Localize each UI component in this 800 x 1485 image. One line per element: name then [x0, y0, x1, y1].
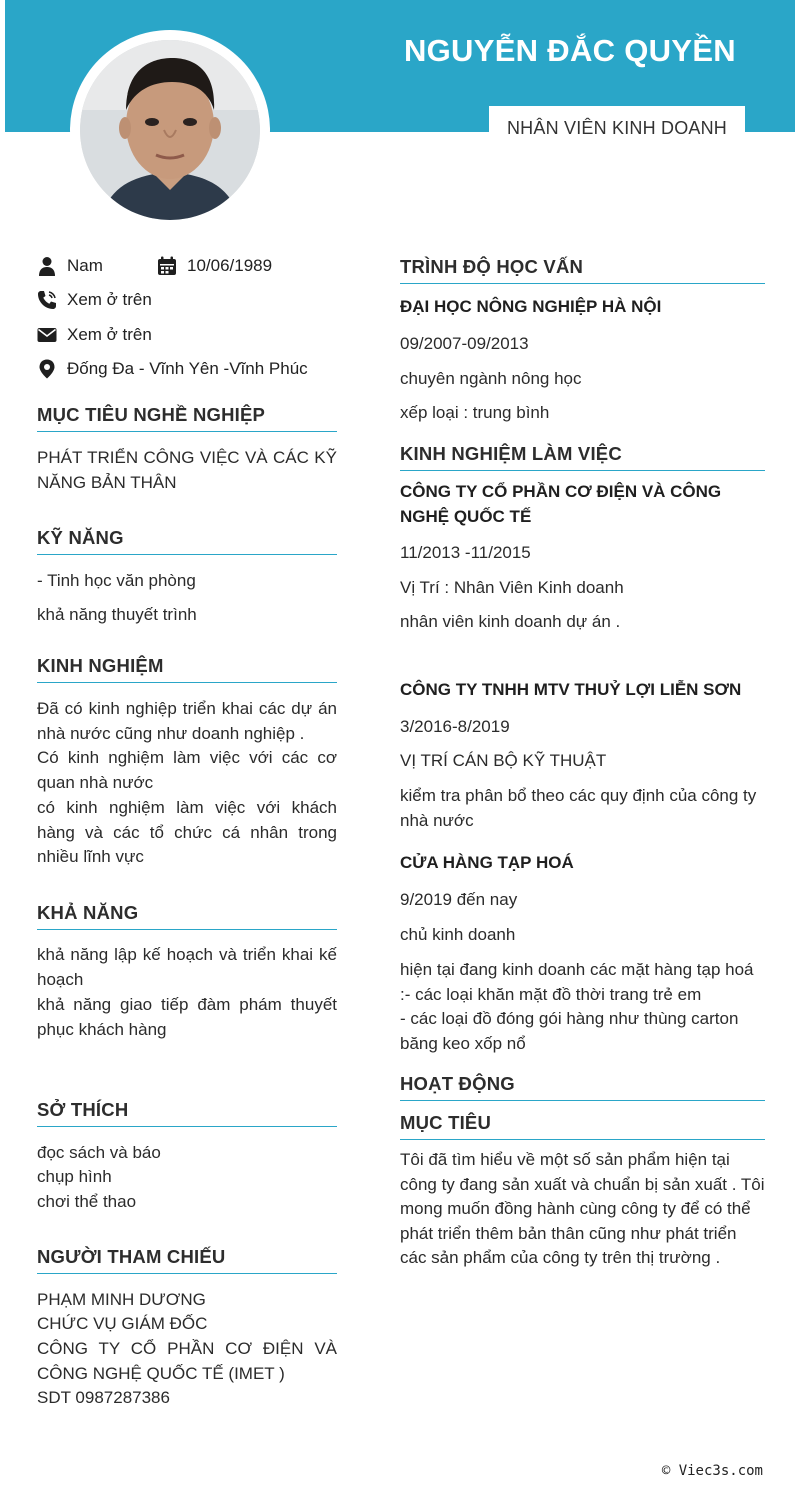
experience-summary-paragraph: có kinh nghiệm làm việc với khách hàng và các tổ chức cá nhân trong nhiều lĩnh vực: [37, 798, 337, 866]
skill-item: - Tinh học văn phòng: [37, 571, 196, 590]
copyright: © Viec3s.com: [661, 1463, 763, 1479]
objective-heading: MỤC TIÊU NGHỀ NGHIỆP: [37, 404, 337, 432]
abilities-heading: KHẢ NĂNG: [37, 902, 337, 930]
experience-summary-paragraph: Có kinh nghiệm làm việc với các cơ quan nhà nước: [37, 748, 337, 792]
job-period: 11/2013 -11/2015: [400, 543, 531, 562]
education-period: 09/2007-09/2013: [400, 334, 529, 353]
goals-text: Tôi đã tìm hiểu về một số sản phẩm hiện tại công ty đang sản xuất và chuẩn bị sản xuất . Tôi mong muốn đồng hành cùng công ty để có thể phát triển thêm bản thân cũng như phát triển các sản phẩm của công ty trên thị trường .: [400, 1150, 765, 1267]
job-role: Vị Trí : Nhân Viên Kinh doanh: [400, 578, 624, 597]
email-value: Xem ở trên: [67, 325, 152, 344]
email-row: [37, 323, 152, 347]
gender-value: Nam: [67, 256, 103, 275]
hobby-item: đọc sách và báo: [37, 1143, 161, 1162]
mail-icon: [37, 325, 57, 345]
hobby-item: chơi thể thao: [37, 1192, 137, 1211]
person-icon: [37, 256, 57, 276]
job-title: NHÂN VIÊN KINH DOANH: [506, 117, 728, 138]
avatar-portrait: [80, 40, 260, 220]
work-heading: KINH NGHIỆM LÀM VIỆC: [400, 443, 765, 471]
reference-line: CÔNG TY CỔ PHẦN CƠ ĐIỆN VÀ CÔNG NGHỆ QUỐC TẾ (IMET ): [37, 1339, 337, 1383]
activities-heading: HOẠT ĐỘNG: [400, 1073, 765, 1101]
skill-item: khả năng thuyết trình: [37, 605, 197, 624]
candidate-name: NGUYỄN ĐẮC QUYỀN: [403, 33, 736, 68]
ability-paragraph: khả năng lập kế hoạch và triển khai kế hoạch: [37, 945, 337, 989]
experience-summary-paragraph: Đã có kinh nghiệp triển khai các dự án nhà nước cũng như doanh nghiệp .: [37, 699, 337, 743]
goals-heading: MỤC TIÊU: [400, 1112, 765, 1140]
job-period: 9/2019 đến nay: [400, 890, 518, 909]
education-grade: xếp loại : trung bình: [400, 403, 550, 422]
job-company: CÔNG TY CỔ PHẦN CƠ ĐIỆN VÀ CÔNG NGHỆ QUỐC TẾ: [400, 482, 722, 526]
objective-text: PHÁT TRIỂN CÔNG VIỆC VÀ CÁC KỸ NĂNG BẢN THÂN: [37, 448, 337, 492]
job-title-box: [489, 106, 745, 150]
reference-line: SDT 0987287386: [37, 1388, 170, 1407]
job-role: VỊ TRÍ CÁN BỘ KỸ THUẬT: [400, 751, 607, 770]
job-period: 3/2016-8/2019: [400, 717, 510, 736]
job-role: chủ kinh doanh: [400, 925, 516, 944]
address-value: Đống Đa - Vĩnh Yên -Vĩnh Phúc: [67, 359, 308, 378]
education-major: chuyên ngành nông học: [400, 369, 582, 388]
references-heading: NGƯỜI THAM CHIẾU: [37, 1246, 337, 1274]
education-heading: TRÌNH ĐỘ HỌC VẤN: [400, 256, 765, 284]
experience-summary-heading: KINH NGHIỆM: [37, 655, 337, 683]
job-description: hiện tại đang kinh doanh các mặt hàng tạp hoá :- các loại khăn mặt đồ thời trang trẻ em - các loại đồ đóng gói hàng như thùng carton băng keo xốp nổ: [400, 960, 754, 1053]
education-school: ĐẠI HỌC NÔNG NGHIỆP HÀ NỘI: [400, 297, 662, 316]
hobby-item: chụp hình: [37, 1167, 112, 1186]
location-pin-icon: [37, 359, 57, 379]
job-company: CÔNG TY TNHH MTV THUỶ LỢI LIỄN SƠN: [400, 680, 742, 699]
address-row: [37, 357, 308, 381]
birthdate-value: 10/06/1989: [187, 256, 273, 275]
avatar: [80, 40, 260, 220]
reference-line: CHỨC VỤ GIÁM ĐỐC: [37, 1314, 208, 1333]
phone-icon: [37, 290, 57, 310]
phone-row: [37, 288, 152, 312]
job-description: nhân viên kinh doanh dự án .: [400, 612, 621, 631]
job-description: kiểm tra phân bổ theo các quy định của công ty nhà nước: [400, 786, 757, 830]
gender-row: [37, 254, 103, 278]
birthdate-row: [157, 254, 272, 278]
job-company: CỬA HÀNG TẠP HOÁ: [400, 853, 574, 872]
ability-paragraph: khả năng giao tiếp đàm phám thuyết phục khách hàng: [37, 995, 337, 1039]
reference-line: PHẠM MINH DƯƠNG: [37, 1290, 206, 1309]
phone-value: Xem ở trên: [67, 290, 152, 309]
hobbies-heading: SỞ THÍCH: [37, 1099, 337, 1127]
skills-heading: KỸ NĂNG: [37, 527, 337, 555]
calendar-icon: [157, 256, 177, 276]
